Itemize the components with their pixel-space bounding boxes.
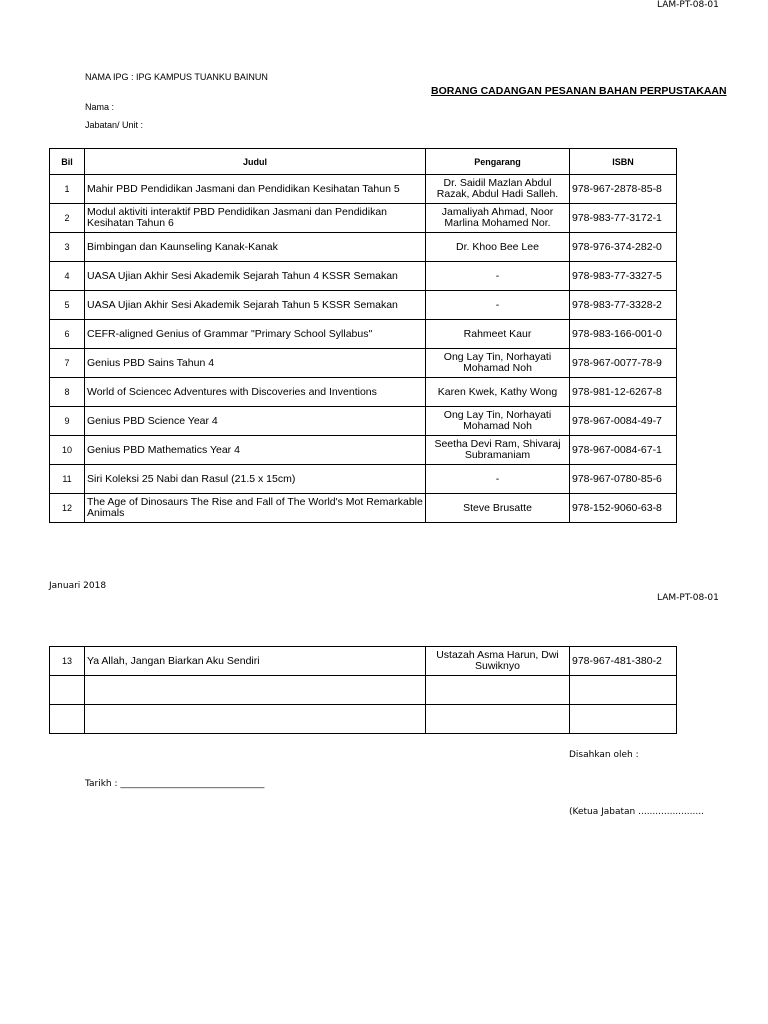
row-isbn: 978-152-9060-63-8: [570, 494, 677, 523]
row-isbn: 978-967-481-380-2: [570, 647, 677, 676]
row-judul: UASA Ujian Akhir Sesi Akademik Sejarah Tahun 5 KSSR Semakan: [85, 291, 426, 320]
row-bil: 9: [50, 407, 85, 436]
table-header-row: [50, 149, 677, 175]
table-row: [50, 494, 677, 523]
row-bil: [50, 676, 85, 705]
row-bil: 4: [50, 262, 85, 291]
table-row: [50, 320, 677, 349]
row-judul: Genius PBD Science Year 4: [85, 407, 426, 436]
header-pengarang: Pengarang: [426, 149, 570, 175]
table-row: [50, 436, 677, 465]
table-row: [50, 233, 677, 262]
disahkan-label: Disahkan oleh :: [569, 750, 639, 760]
row-bil: 13: [50, 647, 85, 676]
row-judul: Ya Allah, Jangan Biarkan Aku Sendiri: [85, 647, 426, 676]
row-pengarang: Ong Lay Tin, Norhayati Mohamad Noh: [426, 349, 570, 378]
row-bil: 11: [50, 465, 85, 494]
row-isbn: 978-967-0077-78-9: [570, 349, 677, 378]
row-judul: [85, 676, 426, 705]
row-pengarang: Jamaliyah Ahmad, Noor Marlina Mohamed Nor.: [426, 204, 570, 233]
row-judul: Mahir PBD Pendidikan Jasmani dan Pendidikan Kesihatan Tahun 5: [85, 175, 426, 204]
table-row-empty: [50, 676, 677, 705]
header-isbn: ISBN: [570, 149, 677, 175]
row-pengarang: Dr. Khoo Bee Lee: [426, 233, 570, 262]
table-row: [50, 378, 677, 407]
row-pengarang: Steve Brusatte: [426, 494, 570, 523]
row-pengarang: [426, 676, 570, 705]
row-pengarang: Karen Kwek, Kathy Wong: [426, 378, 570, 407]
row-judul: World of Sciencec Adventures with Discoveries and Inventions: [85, 378, 426, 407]
form-code-page2: LAM-PT-08-01: [657, 593, 719, 603]
footer-date: Januari 2018: [49, 581, 107, 591]
table-row: [50, 204, 677, 233]
row-bil: 5: [50, 291, 85, 320]
row-judul: UASA Ujian Akhir Sesi Akademik Sejarah Tahun 4 KSSR Semakan: [85, 262, 426, 291]
row-isbn: 978-983-166-001-0: [570, 320, 677, 349]
row-bil: 6: [50, 320, 85, 349]
header-bil: Bil: [50, 149, 85, 175]
ketua-jabatan-label: (Ketua Jabatan .......................: [569, 807, 704, 817]
row-isbn: 978-967-0780-85-6: [570, 465, 677, 494]
row-isbn: 978-967-0084-67-1: [570, 436, 677, 465]
row-judul: Siri Koleksi 25 Nabi dan Rasul (21.5 x 15cm): [85, 465, 426, 494]
row-isbn: 978-983-77-3328-2: [570, 291, 677, 320]
row-bil: [50, 705, 85, 734]
header-judul: Judul: [85, 149, 426, 175]
row-judul: [85, 705, 426, 734]
row-pengarang: Rahmeet Kaur: [426, 320, 570, 349]
book-order-table-continued: [49, 646, 677, 734]
row-isbn: 978-967-2878-85-8: [570, 175, 677, 204]
table-row: [50, 262, 677, 291]
table-row: [50, 175, 677, 204]
row-judul: CEFR-aligned Genius of Grammar "Primary School Syllabus": [85, 320, 426, 349]
row-isbn: [570, 676, 677, 705]
row-bil: 12: [50, 494, 85, 523]
table-row: [50, 465, 677, 494]
row-pengarang: Dr. Saidil Mazlan Abdul Razak, Abdul Hadi Salleh.: [426, 175, 570, 204]
row-isbn: 978-981-12-6267-8: [570, 378, 677, 407]
row-isbn: 978-983-77-3172-1: [570, 204, 677, 233]
table-row: [50, 291, 677, 320]
row-bil: 1: [50, 175, 85, 204]
form-code: LAM-PT-08-01: [657, 0, 719, 10]
row-judul: The Age of Dinosaurs The Rise and Fall of The World's Mot Remarkable Animals: [85, 494, 426, 523]
row-judul: Modul aktiviti interaktif PBD Pendidikan Jasmani dan Pendidikan Kesihatan Tahun 6: [85, 204, 426, 233]
row-isbn: 978-967-0084-49-7: [570, 407, 677, 436]
row-bil: 3: [50, 233, 85, 262]
row-judul: Bimbingan dan Kaunseling Kanak-Kanak: [85, 233, 426, 262]
table-row: [50, 647, 677, 676]
table-row-empty: [50, 705, 677, 734]
nama-label: Nama :: [85, 102, 115, 112]
row-pengarang: Ustazah Asma Harun, Dwi Suwiknyo: [426, 647, 570, 676]
row-judul: Genius PBD Sains Tahun 4: [85, 349, 426, 378]
form-title: BORANG CADANGAN PESANAN BAHAN PERPUSTAKAAN: [431, 85, 727, 97]
row-pengarang: [426, 705, 570, 734]
table-row: [50, 349, 677, 378]
row-isbn: 978-976-374-282-0: [570, 233, 677, 262]
book-order-table: [49, 148, 677, 523]
tarikh-label: Tarikh : ________________________________: [85, 779, 265, 789]
row-isbn: 978-983-77-3327-5: [570, 262, 677, 291]
institution-name: NAMA IPG : IPG KAMPUS TUANKU BAINUN: [85, 72, 268, 82]
row-pengarang: Seetha Devi Ram, Shivaraj Subramaniam: [426, 436, 570, 465]
row-bil: 10: [50, 436, 85, 465]
row-bil: 2: [50, 204, 85, 233]
row-judul: Genius PBD Mathematics Year 4: [85, 436, 426, 465]
row-pengarang: -: [426, 465, 570, 494]
row-bil: 7: [50, 349, 85, 378]
row-pengarang: Ong Lay Tin, Norhayati Mohamad Noh: [426, 407, 570, 436]
row-pengarang: -: [426, 262, 570, 291]
row-isbn: [570, 705, 677, 734]
row-pengarang: -: [426, 291, 570, 320]
table-row: [50, 407, 677, 436]
jabatan-label: Jabatan/ Unit :: [85, 120, 144, 130]
row-bil: 8: [50, 378, 85, 407]
